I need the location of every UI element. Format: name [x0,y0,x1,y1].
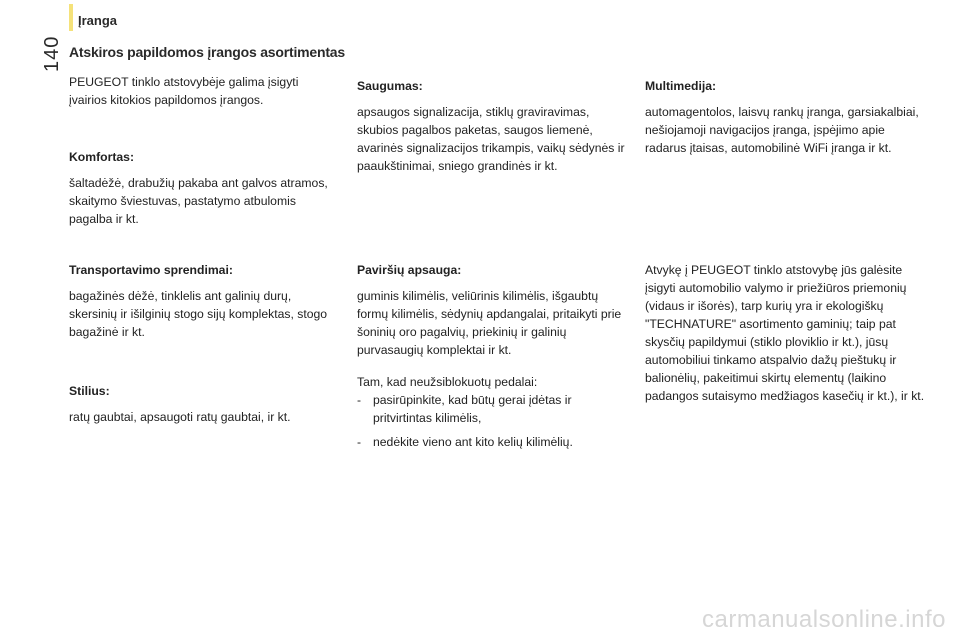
surface-text: guminis kilimėlis, veliūrinis kilimėlis, išgaubtų formų kilimėlis, sėdynių apdangalai, pritaikyti prie šoninių oro pagalvių, priekinių ir galinių purvasaugių komplektai ir kt. [357,289,622,357]
transport-heading: Transportavimo sprendimai: [69,263,233,277]
visit-block [645,261,925,405]
transport-block [69,261,331,341]
pedals-intro: Tam, kad neužsiblokuotų pedalai: [357,375,538,389]
transport-text: bagažinės dėžė, tinklelis ant galinių durų, skersinių ir išilginių stogo sijų komplektas, stogo bagažinė ir kt. [69,289,328,339]
security-text: apsaugos signalizacija, stiklų graviravimas, skubios pagalbos paketas, saugos liemenė, avarinės signalizacijos trikampis, vaikų sėdynės ir paaukštinimai, sniego grandinės ir kt. [357,105,625,173]
list-item [357,433,629,451]
security-heading: Saugumas: [357,79,423,93]
comfort-heading: Komfortas: [69,150,135,164]
surface-block [357,261,629,451]
multimedia-heading: Multimedija: [645,79,717,93]
style-block [69,382,331,426]
list-item [357,391,629,427]
style-heading: Stilius: [69,384,110,398]
intro-block [69,73,331,109]
comfort-text: šaltadėžė, drabužių pakaba ant galvos atramos, skaitymo šviestuvas, pastatymo atbulomis pagalba ir kt. [69,176,328,226]
visit-text: Atvykę į PEUGEOT tinklo atstovybę jūs galėsite įsigyti automobilio valymo ir priežiūros priemonių (vidaus ir išorės), tarp kurių yra ir ekologiškų "TECHNATURE" asortimento gaminių; taip pat skysčių papildymui (stiklo ploviklio ir kt.), jūsų automobiliui tinkamo atspalvio dažų pieštukų ir balionėlių, pakeitimui skirtų elementų (laikino padangos sutaisymo medžiagos kasečių ir kt.), ir kt. [645,263,925,403]
multimedia-block [645,77,925,157]
dash-bullet: - [357,435,362,449]
page-title: Atskiros papildomos įrangos asortimentas [69,44,345,60]
surface-heading: Paviršių apsauga: [357,263,462,277]
multimedia-text: automagentolos, laisvų rankų įranga, garsiakalbiai, nešiojamoji navigacijos įranga, įspėjimo apie radarus įtaisas, automobilinė WiFi įranga ir kt. [645,105,919,155]
list-item-text: nedėkite vieno ant kito kelių kilimėlių. [373,435,573,449]
list-item-text: pasirūpinkite, kad būtų gerai įdėtas ir pritvirtintas kilimėlis, [373,393,572,425]
dash-bullet: - [357,393,362,407]
pedals-list [357,391,629,451]
intro-text: PEUGEOT tinklo atstovybėje galima įsigyti įvairios kitokios papildomos įrangos. [69,75,299,107]
watermark: carmanualsonline.info [702,606,946,633]
style-text: ratų gaubtai, apsaugoti ratų gaubtai, ir kt. [69,410,291,424]
section-label: Įranga [78,13,118,28]
section-accent-bar [69,4,73,31]
page-number: 140 [41,35,63,72]
comfort-block [69,148,331,228]
security-block [357,77,629,175]
